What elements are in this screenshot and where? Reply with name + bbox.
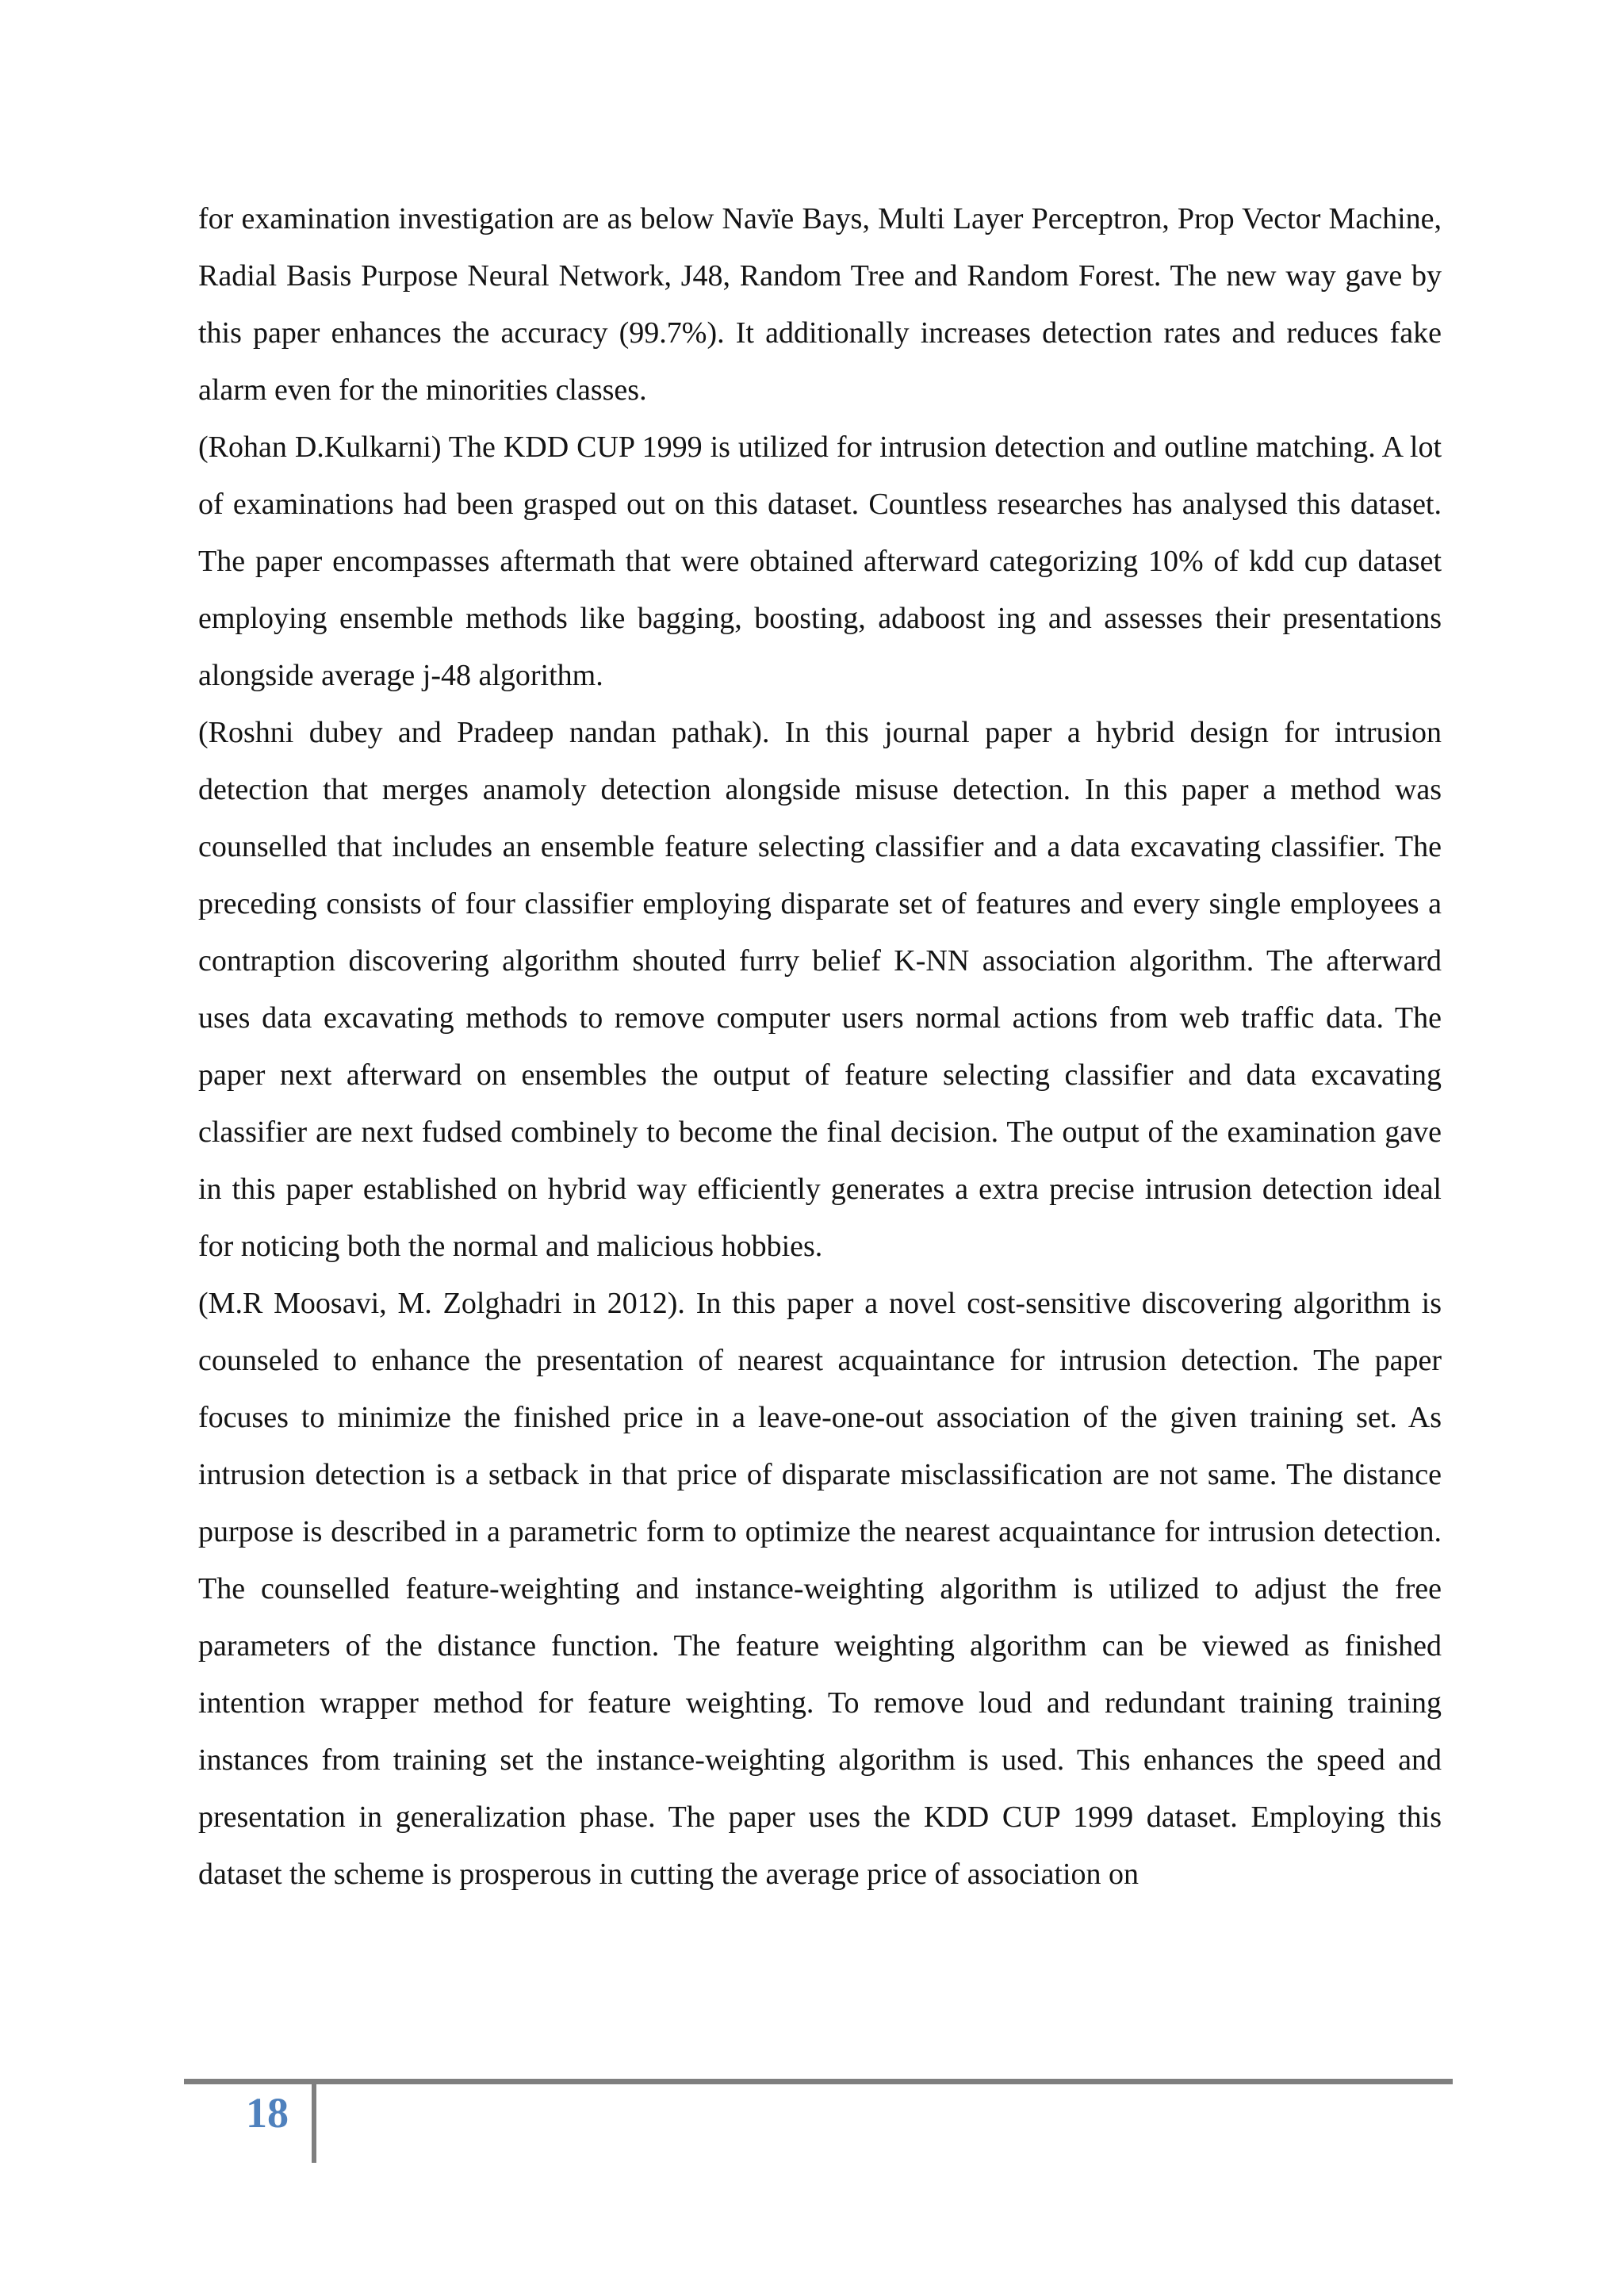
- paragraph-moosavi-zolghadri: (M.R Moosavi, M. Zolghadri in 2012). In this paper a novel cost-sensitive discovering algorithm is counseled to enhance the presentation of nearest acquaintance for intrusion detection. The paper focuses to minimize the finished price in a leave-one-out association of the given training set. As intrusion detection is a setback in that price of disparate misclassification are not same. The distance purpose is described in a parametric form to optimize the nearest acquaintance for intrusion detection. The counselled feature-weighting and instance-weighting algorithm is utilized to adjust the free parameters of the distance function. The feature weighting algorithm can be viewed as finished intention wrapper method for feature weighting. To remove loud and redundant training training instances from training set the instance-weighting algorithm is used. This enhances the speed and presentation in generalization phase. The paper uses the KDD CUP 1999 dataset. Employing this dataset the scheme is prosperous in cutting the average price of association on: [198, 1287, 1442, 1891]
- paragraph-kulkarni: (Rohan D.Kulkarni) The KDD CUP 1999 is utilized for intrusion detection and outline matching. A lot of examinations had been grasped out on this dataset. Countless researches has analysed this dataset. The paper encompasses aftermath that were obtained afterward categorizing 10% of kdd cup dataset employing ensemble methods like bagging, boosting, adaboost ing and assesses their presentations alongside average j-48 algorithm.: [198, 430, 1442, 692]
- page-number: 18: [246, 2089, 289, 2137]
- body-text: [198, 190, 1442, 1903]
- paragraph-classifier-list: for examination investigation are as below Navïe Bays, Multi Layer Perceptron, Prop Vector Machine, Radial Basis Purpose Neural Network, J48, Random Tree and Random Forest. The new way gave by this paper enhances the accuracy (99.7%). It additionally increases detection rates and reduces fake alarm even for the minorities classes.: [198, 202, 1442, 407]
- footer-rule: [184, 2079, 1453, 2084]
- paragraph-dubey-pathak: (Roshni dubey and Pradeep nandan pathak). In this journal paper a hybrid design for intrusion detection that merges anamoly detection alongside misuse detection. In this paper a method was counselled that includes an ensemble feature selecting classifier and a data excavating classifier. The preceding consists of four classifier employing disparate set of features and every single employees a contraption discovering algorithm shouted furry belief K-NN association algorithm. The afterward uses data excavating methods to remove computer users normal actions from web traffic data. The paper next afterward on ensembles the output of feature selecting classifier and data excavating classifier are next fudsed combinely to become the final decision. The output of the examination gave in this paper established on hybrid way efficiently generates a extra precise intrusion detection ideal for noticing both the normal and malicious hobbies.: [198, 716, 1442, 1263]
- footer-divider: [312, 2079, 316, 2163]
